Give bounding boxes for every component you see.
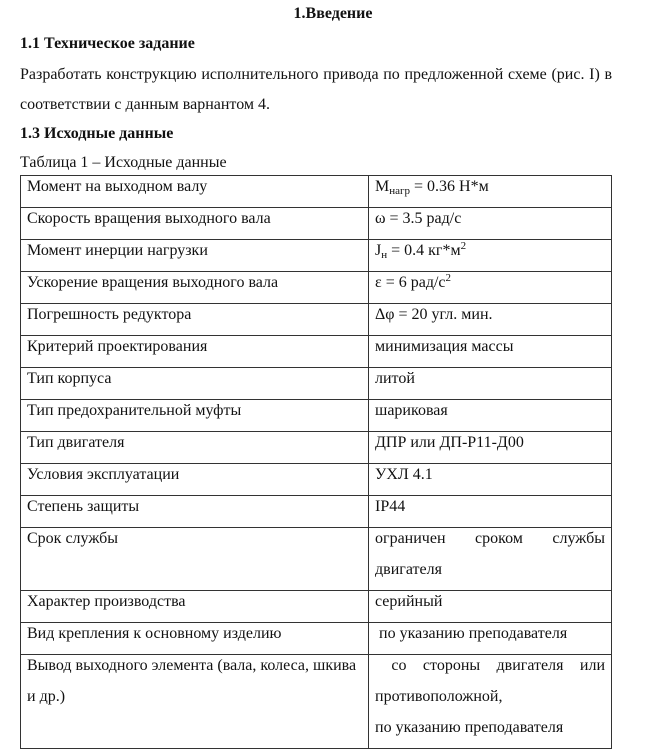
param-label: Степень защиты: [27, 498, 140, 515]
value-main: ДПР или ДП-Р11-Д00: [375, 434, 524, 451]
value-main: минимизация массы: [375, 338, 514, 355]
value-cell: [369, 528, 612, 591]
initial-data-table: [20, 175, 612, 749]
param-cell: [21, 528, 369, 591]
value-text: [375, 459, 605, 490]
value-main: IP44: [375, 498, 406, 515]
value-subscript: нагр: [389, 185, 411, 197]
value-text: [375, 203, 605, 234]
value-text: [375, 267, 605, 298]
value-main: шариковая: [375, 402, 448, 419]
param-label: Тип предохранительной муфты: [27, 402, 242, 419]
param-label: Тип корпуса: [27, 370, 112, 387]
param-label: Погрешность редуктора: [27, 306, 192, 323]
value-main: со стороны двигателя или противоположной,: [375, 657, 610, 705]
value-superscript: 2: [445, 272, 452, 284]
param-label: Момент инерции нагрузки: [27, 242, 208, 259]
value-rest: = 0.36 Н*м: [410, 178, 489, 195]
value-superscript: 2: [460, 240, 467, 252]
value-main: ω = 3.5 рад/с: [375, 210, 462, 227]
value-main: M: [375, 178, 390, 195]
value-text: [375, 395, 605, 426]
param-label: Условия эксплуатации: [27, 466, 180, 483]
param-label: Момент на выходном валу: [27, 178, 208, 195]
value-line2: по указанию преподавателя: [375, 719, 564, 736]
value-main: ограничен сроком службы двигателя: [375, 530, 609, 578]
value-text: [375, 363, 605, 394]
value-text: [375, 235, 605, 266]
table-row: [21, 655, 612, 749]
value-text: [375, 523, 609, 585]
value-main: УХЛ 4.1: [375, 466, 433, 483]
value-text: [375, 650, 610, 743]
table-row: [21, 528, 612, 591]
param-label: Характер производства: [27, 593, 186, 610]
value-text: [375, 586, 605, 617]
param-label: Вывод выходного элемента (вала, колеса, шкива и др.): [27, 657, 357, 705]
value-text: [375, 299, 605, 330]
value-rest: = 0.4 кг*м: [387, 242, 461, 259]
param-label: Вид крепления к основному изделию: [27, 625, 282, 642]
value-text: [375, 331, 605, 362]
param-label: Критерий проектирования: [27, 338, 208, 355]
value-text: [375, 427, 605, 458]
value-text: [375, 618, 605, 649]
section-heading-technical-task: 1.1 Техническое задание: [20, 35, 195, 52]
value-main: Δφ = 20 угл. мин.: [375, 306, 493, 323]
value-main: серийный: [375, 593, 443, 610]
value-main: литой: [375, 370, 415, 387]
value-subscript: н: [381, 249, 388, 261]
section-heading-introduction: 1.Введение: [293, 5, 373, 22]
task-paragraph: Разработать конструкцию исполнительного привода по предложенной схеме (рис. I) в соответствии с данным варнантом 4.: [20, 66, 612, 113]
param-label: Срок службы: [27, 530, 119, 547]
param-cell: [21, 655, 369, 749]
value-cell: [369, 655, 612, 749]
table-caption: Таблица 1 – Исходные данные: [20, 154, 227, 171]
param-label: Скорость вращения выходного вала: [27, 210, 271, 227]
param-label: Тип двигателя: [27, 434, 125, 451]
param-label: Ускорение вращения выходного вала: [27, 274, 279, 291]
value-main: J: [375, 242, 382, 259]
value-text: [375, 491, 605, 522]
value-main: ε = 6 рад/с: [375, 274, 446, 291]
section-heading-initial-data: 1.3 Исходные данные: [20, 125, 174, 142]
value-text: [375, 171, 605, 202]
value-main: по указанию преподавателя: [375, 625, 568, 642]
